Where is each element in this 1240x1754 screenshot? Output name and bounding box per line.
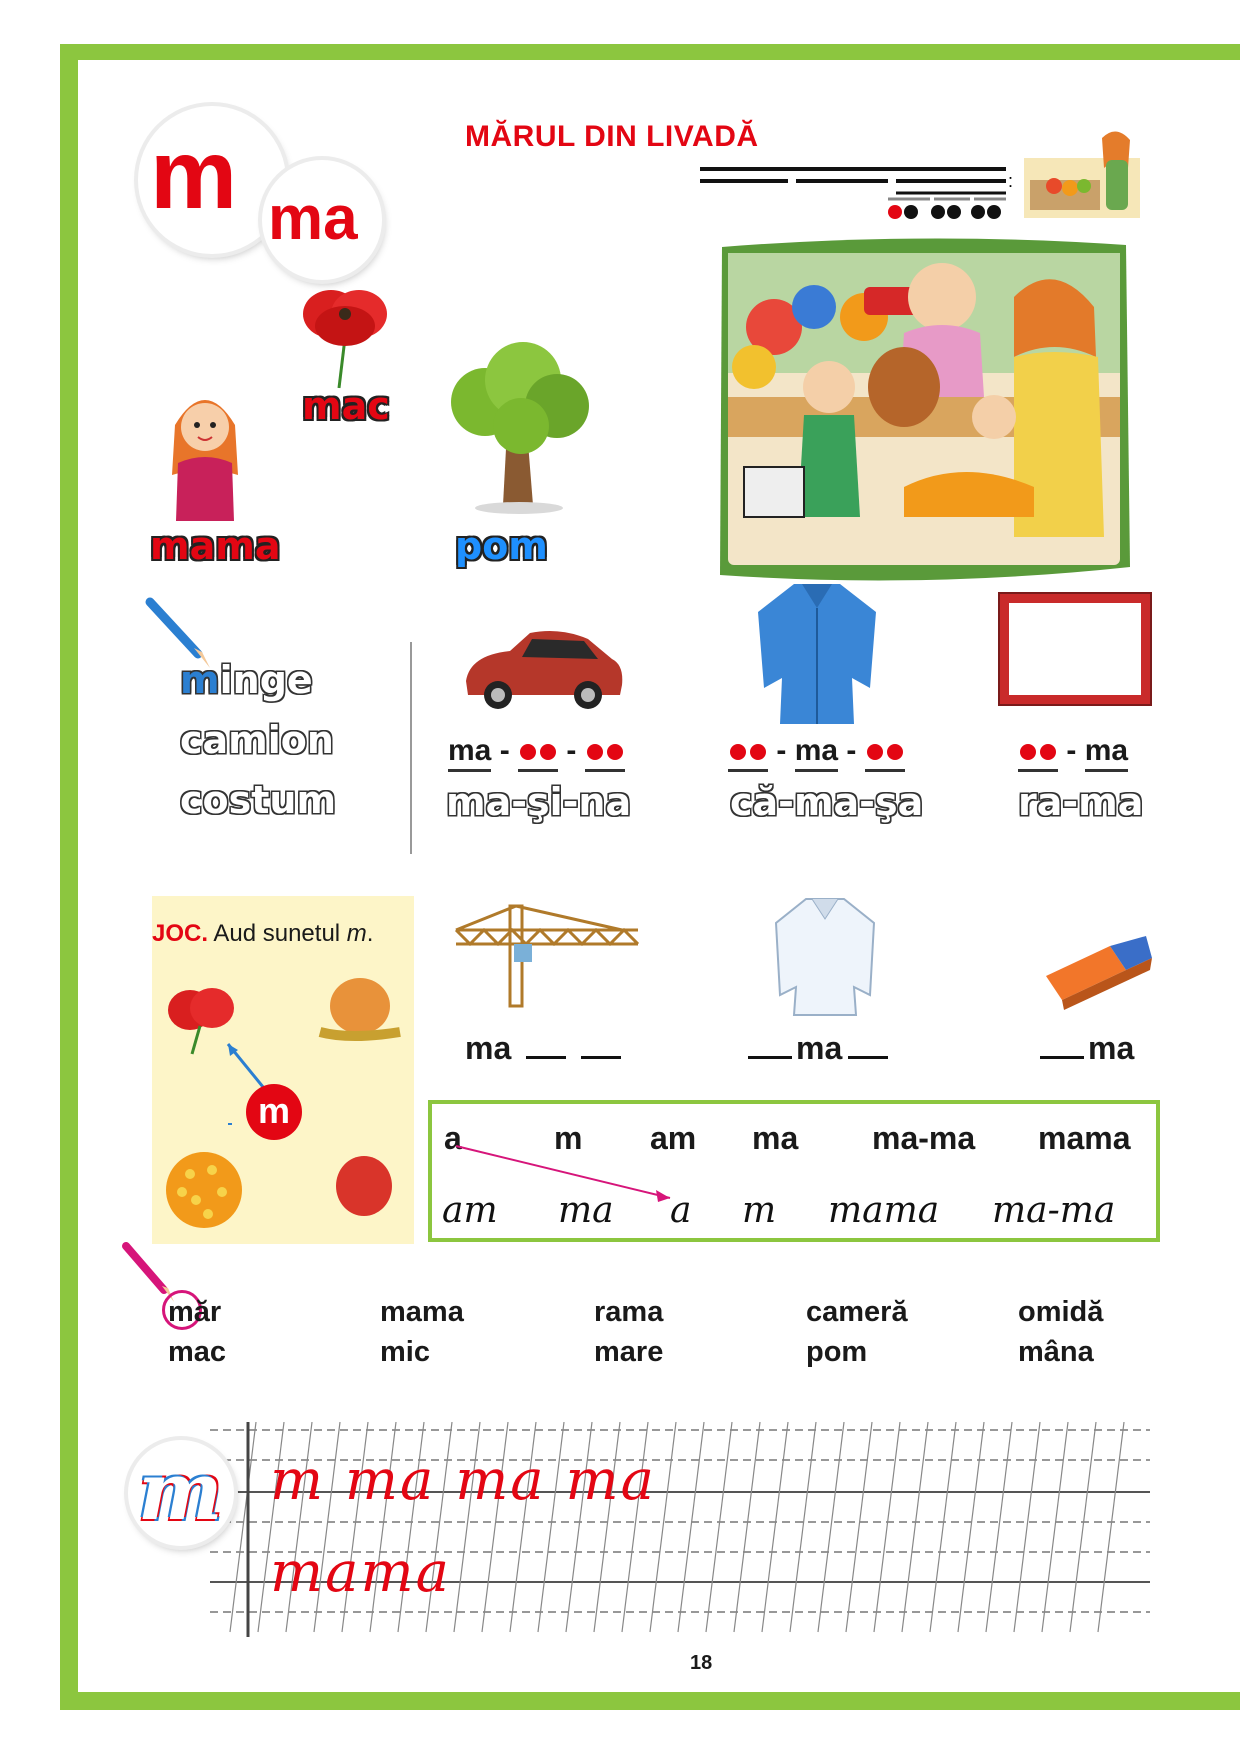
syl-ma: ma	[448, 734, 491, 772]
syl-dots	[518, 734, 558, 772]
cursive-word-2[interactable]: ma	[558, 1190, 614, 1231]
word-camion: camion	[180, 718, 334, 762]
syl-dash: -	[566, 734, 577, 767]
word-minge: minge	[180, 658, 313, 702]
print-word-4[interactable]: ma	[752, 1120, 799, 1156]
word-list	[180, 650, 336, 830]
syllable-scheme-camasa	[728, 734, 905, 768]
fill-blank-text: ma	[465, 1030, 512, 1066]
fill-blank-1	[465, 1030, 621, 1067]
game-title-letter: m	[346, 920, 367, 947]
writing-line-2: mama	[270, 1540, 451, 1605]
word-col-1	[168, 1292, 226, 1372]
word-col-3	[594, 1292, 663, 1372]
word-rama: ra-ma	[1018, 780, 1144, 824]
print-word-5[interactable]: ma-ma	[872, 1120, 976, 1156]
syl-dots	[585, 734, 625, 772]
cursive-m-model: m	[138, 1444, 223, 1538]
syl-dots	[865, 734, 905, 772]
divider-line	[410, 642, 412, 854]
sentence-scheme	[698, 165, 1028, 225]
tree-image	[445, 340, 595, 515]
picture-frame-image	[1000, 594, 1150, 704]
syl-ma: ma	[795, 734, 838, 772]
eraser-image	[1040, 930, 1155, 1010]
word-col-5	[1018, 1292, 1103, 1372]
cursive-word-6[interactable]: ma-ma	[992, 1190, 1116, 1231]
syl-dash: -	[499, 734, 510, 767]
cursive-word-5[interactable]: mama	[828, 1190, 940, 1231]
fill-blank-text: ma	[796, 1030, 843, 1066]
cursive-word-4[interactable]: m	[742, 1190, 777, 1231]
toy-shop-image	[714, 237, 1134, 587]
word-mic[interactable]: mic	[380, 1336, 430, 1368]
blank[interactable]	[848, 1056, 888, 1059]
poppy-image	[295, 280, 395, 390]
syl-ma: ma	[1085, 734, 1128, 772]
print-word-1[interactable]: a	[444, 1120, 462, 1156]
game-title	[152, 920, 373, 948]
print-word-6[interactable]: mama	[1038, 1120, 1131, 1156]
word-pom[interactable]: pom	[806, 1336, 868, 1368]
print-word-3[interactable]: am	[650, 1120, 697, 1156]
word-masina: ma-şi-na	[446, 780, 632, 824]
word-costum: costum	[180, 778, 337, 822]
game-title-end: .	[366, 920, 374, 947]
syllable-scheme-rama	[1018, 734, 1128, 768]
page-number: 18	[690, 1652, 713, 1674]
word-col-2	[380, 1292, 464, 1372]
syllable-scheme-masina	[448, 734, 625, 768]
game-letter-badge[interactable]: m	[246, 1084, 302, 1140]
word-mare[interactable]: mare	[594, 1336, 664, 1368]
label-pom: pom	[455, 524, 548, 568]
word-omida[interactable]: omidă	[1018, 1296, 1104, 1328]
car-image	[460, 625, 625, 715]
cursive-word-3[interactable]: a	[670, 1190, 692, 1231]
word-col-4	[806, 1292, 908, 1372]
crane-image	[452, 900, 642, 1010]
syl-dots	[1018, 734, 1058, 772]
blue-shirt-image	[752, 578, 882, 728]
blank[interactable]	[748, 1056, 792, 1059]
fill-blank-3	[1040, 1030, 1134, 1067]
cursive-word-1[interactable]: am	[442, 1190, 498, 1231]
syl-dash: -	[1066, 734, 1077, 767]
svg-text::: :	[1008, 171, 1014, 191]
syl-dash: -	[846, 734, 857, 767]
letter-m: m	[150, 119, 238, 229]
fill-blank-text: ma	[1088, 1030, 1135, 1066]
word-mar[interactable]: măr	[168, 1296, 222, 1328]
word-mac[interactable]: mac	[168, 1336, 227, 1368]
white-shirt-image	[770, 895, 880, 1020]
mother-image	[160, 385, 250, 525]
label-mama: mama	[150, 524, 281, 568]
syl-dots	[728, 734, 768, 772]
word-minge-rest: inge	[219, 658, 313, 702]
blank[interactable]	[1040, 1056, 1084, 1059]
label-mac: mac	[302, 384, 390, 428]
game-title-rest: Aud sunetul	[208, 920, 347, 947]
page-title: MĂRUL DIN LIVADĂ	[465, 120, 759, 153]
blank[interactable]	[526, 1056, 566, 1059]
syllable-ma: ma	[268, 184, 358, 253]
fill-blank-2	[748, 1030, 888, 1067]
word-camasa: că-ma-şa	[730, 780, 924, 824]
woman-cooking-image	[1024, 128, 1140, 218]
word-camera[interactable]: cameră	[806, 1296, 908, 1328]
syl-dash: -	[776, 734, 787, 767]
game-title-bold: JOC.	[152, 920, 209, 947]
word-rama[interactable]: rama	[594, 1296, 664, 1328]
word-mama[interactable]: mama	[380, 1296, 464, 1328]
word-mana[interactable]: mâna	[1018, 1336, 1094, 1368]
blank[interactable]	[581, 1056, 621, 1059]
writing-line-1: m ma ma ma	[270, 1448, 656, 1513]
print-word-2[interactable]: m	[554, 1120, 583, 1156]
